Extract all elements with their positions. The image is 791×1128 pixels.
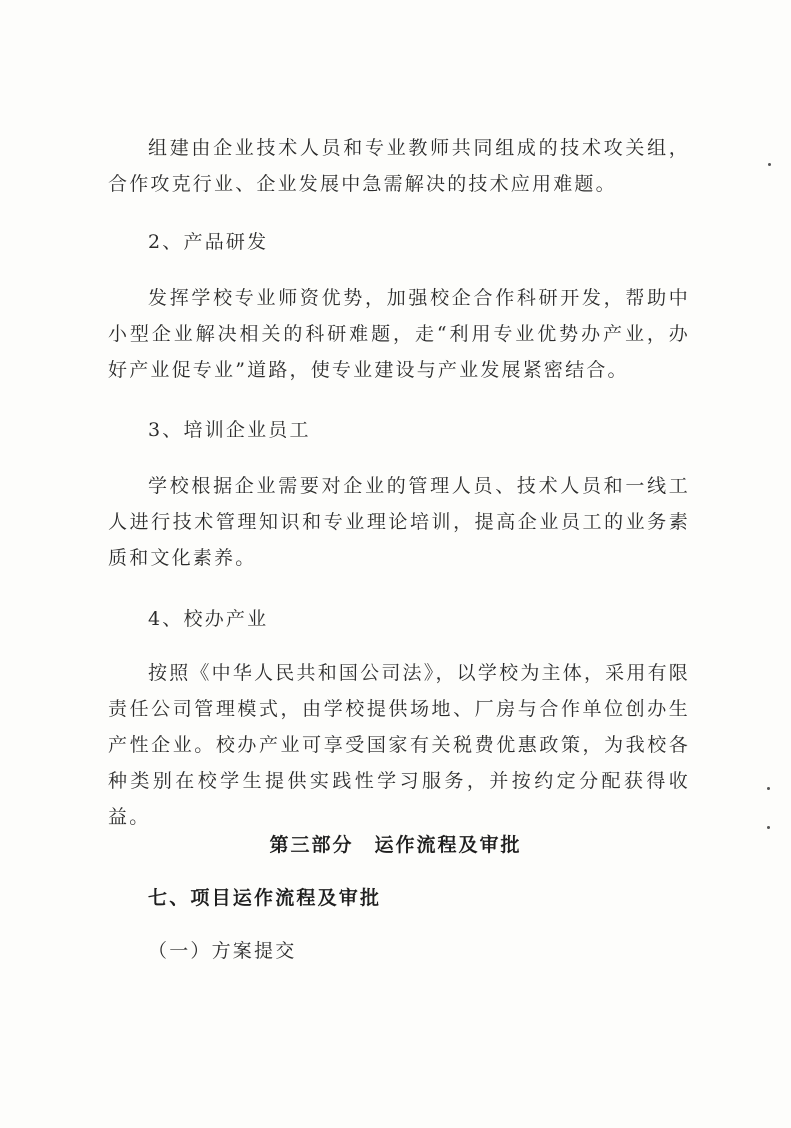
scan-speck (767, 826, 770, 829)
scan-speck (767, 787, 770, 790)
part-title: 第三部分 运作流程及审批 (269, 834, 522, 856)
paragraph-school-industry: 按照《中华人民共和国公司法》，以学校为主体，采用有限责任公司管理模式，由学校提供场地、厂房与合作单位创办生产性企业。校办产业可享受国家有关税费优惠政策，为我校各种类别在校学生提供实践性学习服务，并按约定分配获得收益。 (108, 662, 690, 828)
paragraph-employee-training: 学校根据企业需要对企业的管理人员、技术人员和一线工人进行技术管理知识和专业理论培训，提高企业员工的业务素质和文化素养。 (108, 475, 690, 569)
heading-employee-training: 3、培训企业员工 (148, 419, 311, 441)
paragraph-tech-team: 组建由企业技术人员和专业教师共同组成的技术攻关组，合作攻克行业、企业发展中急需解决的技术应用难题。 (108, 137, 690, 195)
heading-school-industry: 4、校办产业 (148, 608, 269, 630)
chapter-title: 七、项目运作流程及审批 (148, 887, 382, 909)
subsection-title: （一）方案提交 (148, 940, 297, 962)
paragraph-product-rd: 发挥学校专业师资优势，加强校企合作科研开发，帮助中小型企业解决相关的科研难题，走“利用专业优势办产业，办好产业促专业”道路，使专业建设与产业发展紧密结合。 (108, 287, 690, 381)
heading-product-rd: 2、产品研发 (148, 231, 269, 253)
scan-speck (768, 163, 771, 166)
